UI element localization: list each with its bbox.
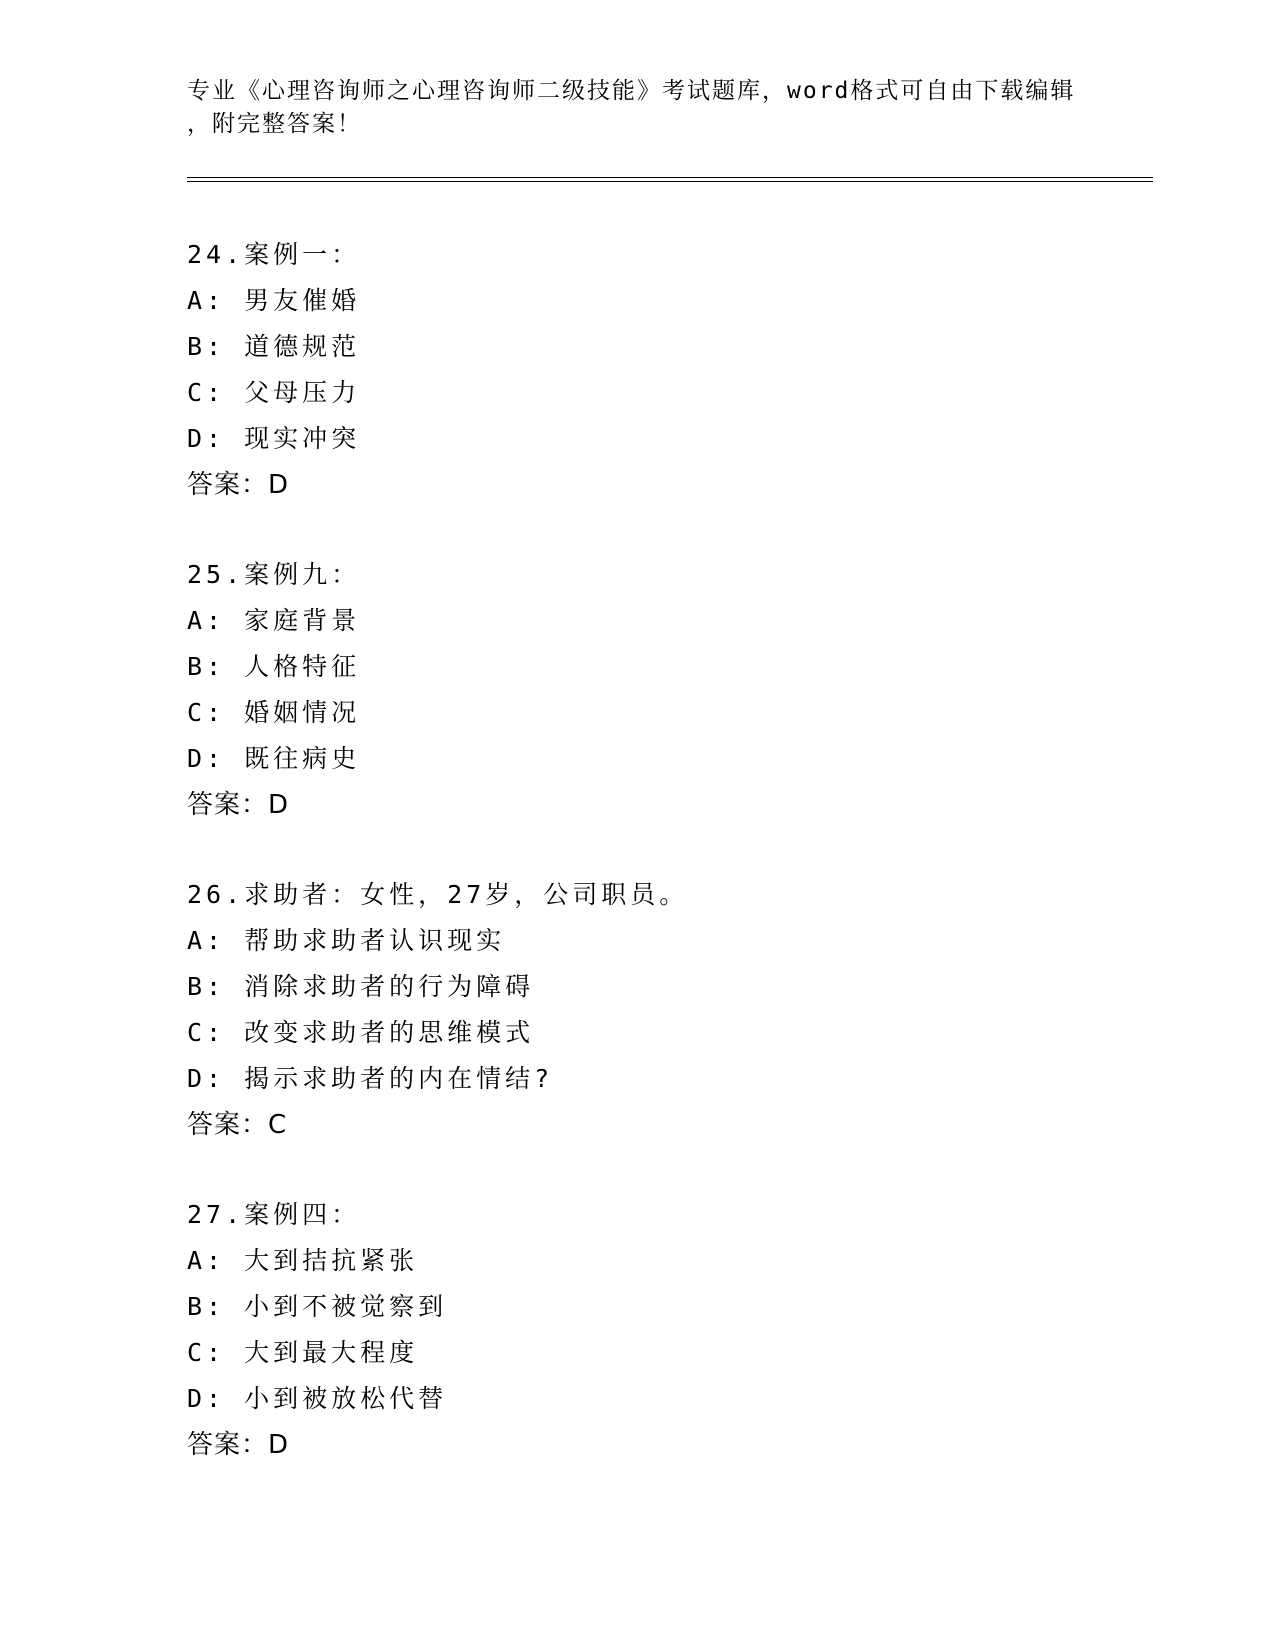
question-26 — [187, 872, 1137, 1148]
option-c: C: 婚姻情况 — [187, 698, 361, 727]
option-d: D: 既往病史 — [187, 744, 361, 773]
question-stem: 25.案例九： — [187, 560, 361, 589]
header-divider-bottom — [187, 181, 1153, 182]
document-header — [187, 75, 1087, 141]
answer-label: 答案：D — [187, 470, 290, 500]
answer-label: 答案：D — [187, 1430, 290, 1460]
answer-label: 答案：C — [187, 1110, 288, 1140]
header-divider-top — [187, 177, 1153, 178]
question-27 — [187, 1192, 1137, 1468]
answer-label: 答案：D — [187, 790, 290, 820]
option-d: D: 小到被放松代替 — [187, 1384, 448, 1413]
question-stem: 26.求助者：女性，27岁，公司职员。 — [187, 880, 689, 909]
option-c: C: 改变求助者的思维模式 — [187, 1018, 535, 1047]
question-stem: 24.案例一： — [187, 240, 361, 269]
option-d: D: 揭示求助者的内在情结? — [187, 1064, 554, 1093]
option-c: C: 父母压力 — [187, 378, 361, 407]
question-24 — [187, 232, 1137, 508]
option-d: D: 现实冲突 — [187, 424, 361, 453]
option-b: B: 小到不被觉察到 — [187, 1292, 448, 1321]
option-c: C: 大到最大程度 — [187, 1338, 419, 1367]
header-title-line: 专业《心理咨询师之心理咨询师二级技能》考试题库，word格式可自由下载编辑 — [187, 78, 1076, 104]
option-b: B: 道德规范 — [187, 332, 361, 361]
option-a: A: 家庭背景 — [187, 606, 361, 635]
header-subtitle-line: ，附完整答案！ — [187, 111, 362, 137]
option-a: A: 大到拮抗紧张 — [187, 1246, 419, 1275]
option-b: B: 消除求助者的行为障碍 — [187, 972, 535, 1001]
option-a: A: 帮助求助者认识现实 — [187, 926, 506, 955]
option-a: A: 男友催婚 — [187, 286, 361, 315]
question-25 — [187, 552, 1137, 828]
question-stem: 27.案例四： — [187, 1200, 361, 1229]
option-b: B: 人格特征 — [187, 652, 361, 681]
